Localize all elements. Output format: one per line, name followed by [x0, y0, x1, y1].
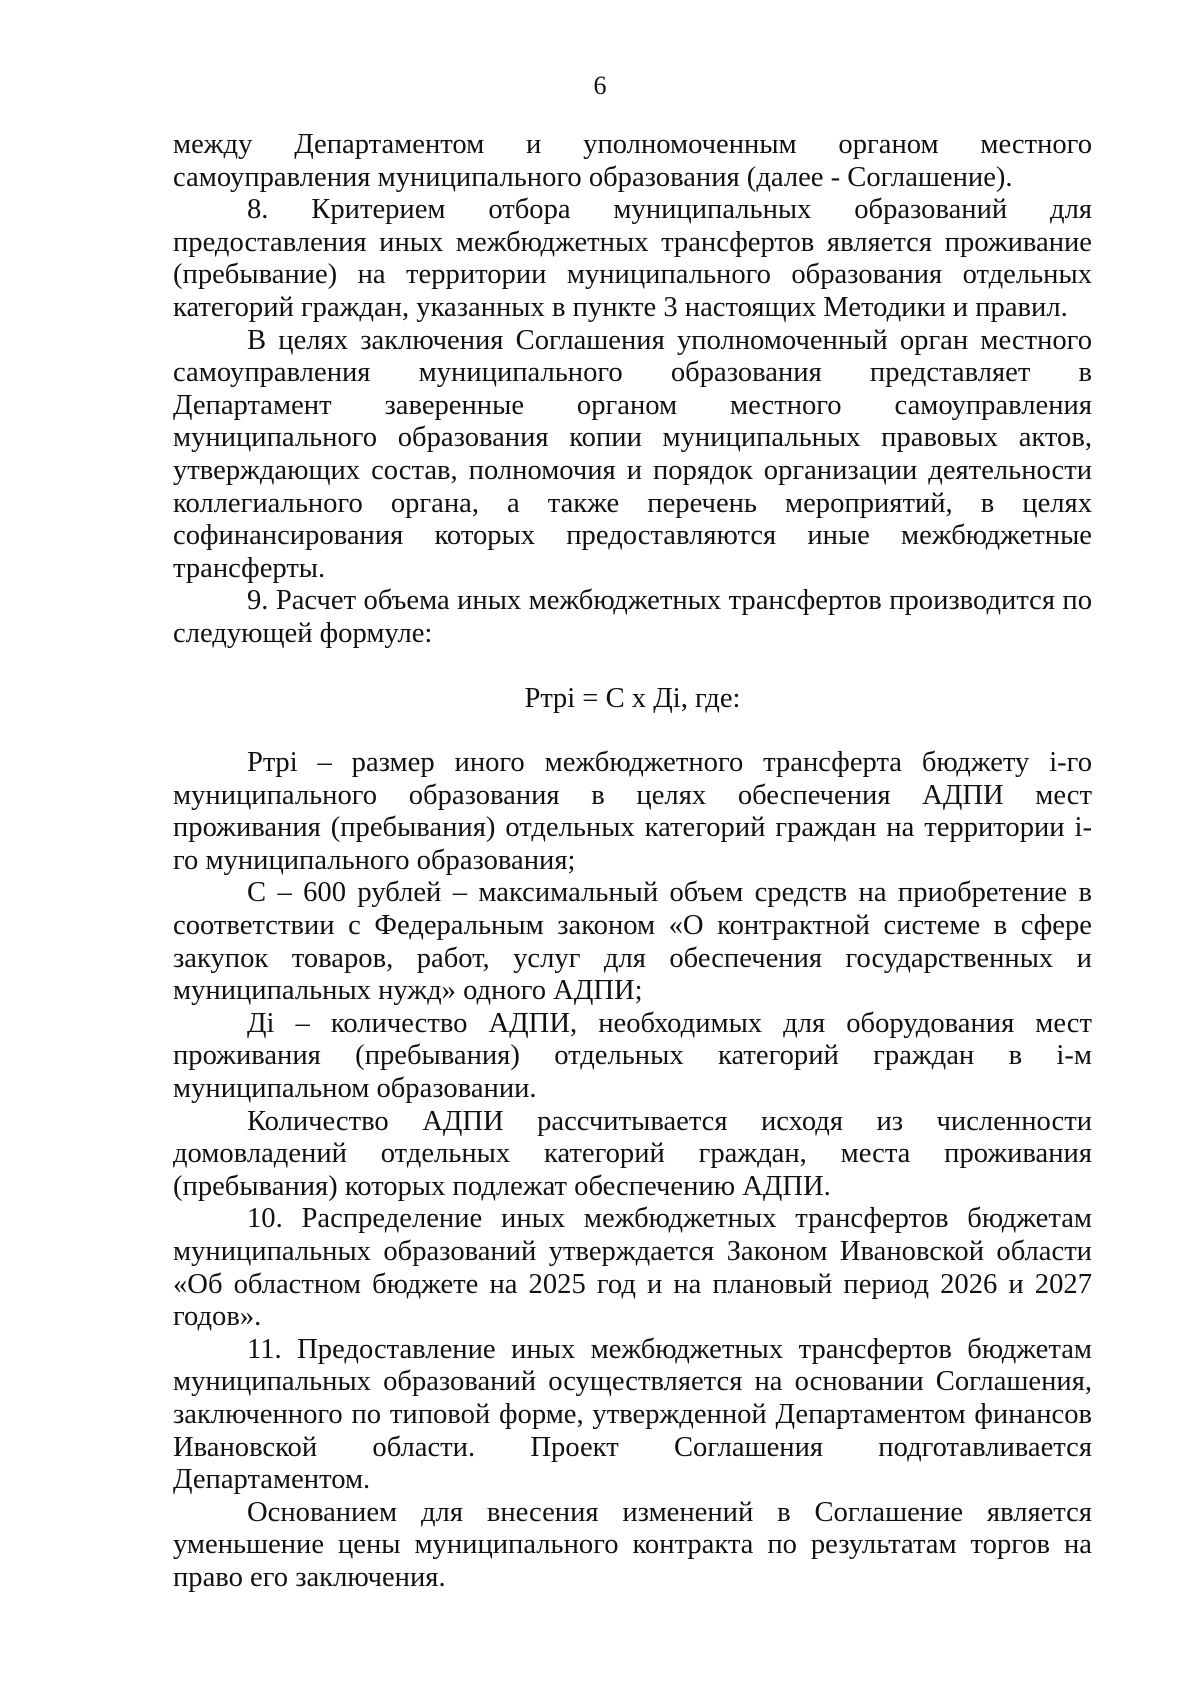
paragraph-item-8: 8. Критерием отбора муниципальных образований для предоставления иных межбюджетных трансфертов является проживание (пребывание) на территории муниципального образования отдельных категорий граждан, указанных в пункте 3 настоящих Методики и правил.	[173, 194, 1092, 323]
paragraph-agreement-conditions: В целях заключения Соглашения уполномоченный орган местного самоуправления муниципального образования представляет в Департамент заверенные органом местного самоуправления муниципального образования копии муниципальных правовых актов, утверждающих состав, полномочия и порядок организации деятельности коллегиального органа, а также перечень мероприятий, в целях софинансирования которых предоставляются иные межбюджетные трансферты.	[173, 324, 1092, 584]
paragraph-adpi-count: Количество АДПИ рассчитывается исходя из численности домовладений отдельных категорий граждан, места проживания (пребывания) которых подлежат обеспечению АДПИ.	[173, 1105, 1092, 1202]
paragraph-definition-di: Дi – количество АДПИ, необходимых для оборудования мест проживания (пребывания) отдельных категорий граждан в i-м муниципальном образовании.	[173, 1007, 1092, 1105]
document-body	[173, 129, 1092, 1595]
paragraph-continuation: между Департаментом и уполномоченным органом местного самоуправления муниципального образования (далее - Соглашение).	[173, 129, 1092, 193]
paragraph-amendment-basis: Основанием для внесения изменений в Соглашение является уменьшение цены муниципального контракта по результатам торгов на право его заключения.	[173, 1496, 1092, 1593]
paragraph-definition-ptpi: Pтpi – размер иного межбюджетного трансферта бюджету i-го муниципального образования в целях обеспечения АДПИ мест проживания (пребывания) отдельных категорий граждан на территории i-го муниципального образования;	[173, 747, 1092, 876]
formula: Pтpi = C x Дi, где:	[524, 682, 741, 714]
paragraph-item-11: 11. Предоставление иных межбюджетных трансфертов бюджетам муниципальных образований осуществляется на основании Соглашения, заключенного по типовой форме, утвержденной Департаментом финансов Ивановской области. Проект Соглашения подготавливается Департаментом.	[173, 1333, 1092, 1496]
paragraph-definition-c: С – 600 рублей – максимальный объем средств на приобретение в соответствии с Федеральным законом «О контрактной системе в сфере закупок товаров, работ, услуг для обеспечения государственных и муниципальных нужд» одного АДПИ;	[173, 877, 1092, 1007]
paragraph-item-10: 10. Распределение иных межбюджетных трансфертов бюджетам муниципальных образований утверждается Законом Ивановской области «Об областном бюджете на 2025 год и на плановый период 2026 и 2027 годов».	[173, 1203, 1092, 1333]
paragraph-item-9: 9. Расчет объема иных межбюджетных трансфертов производится по следующей формуле:	[173, 585, 1092, 649]
page-number: 6	[593, 71, 607, 100]
